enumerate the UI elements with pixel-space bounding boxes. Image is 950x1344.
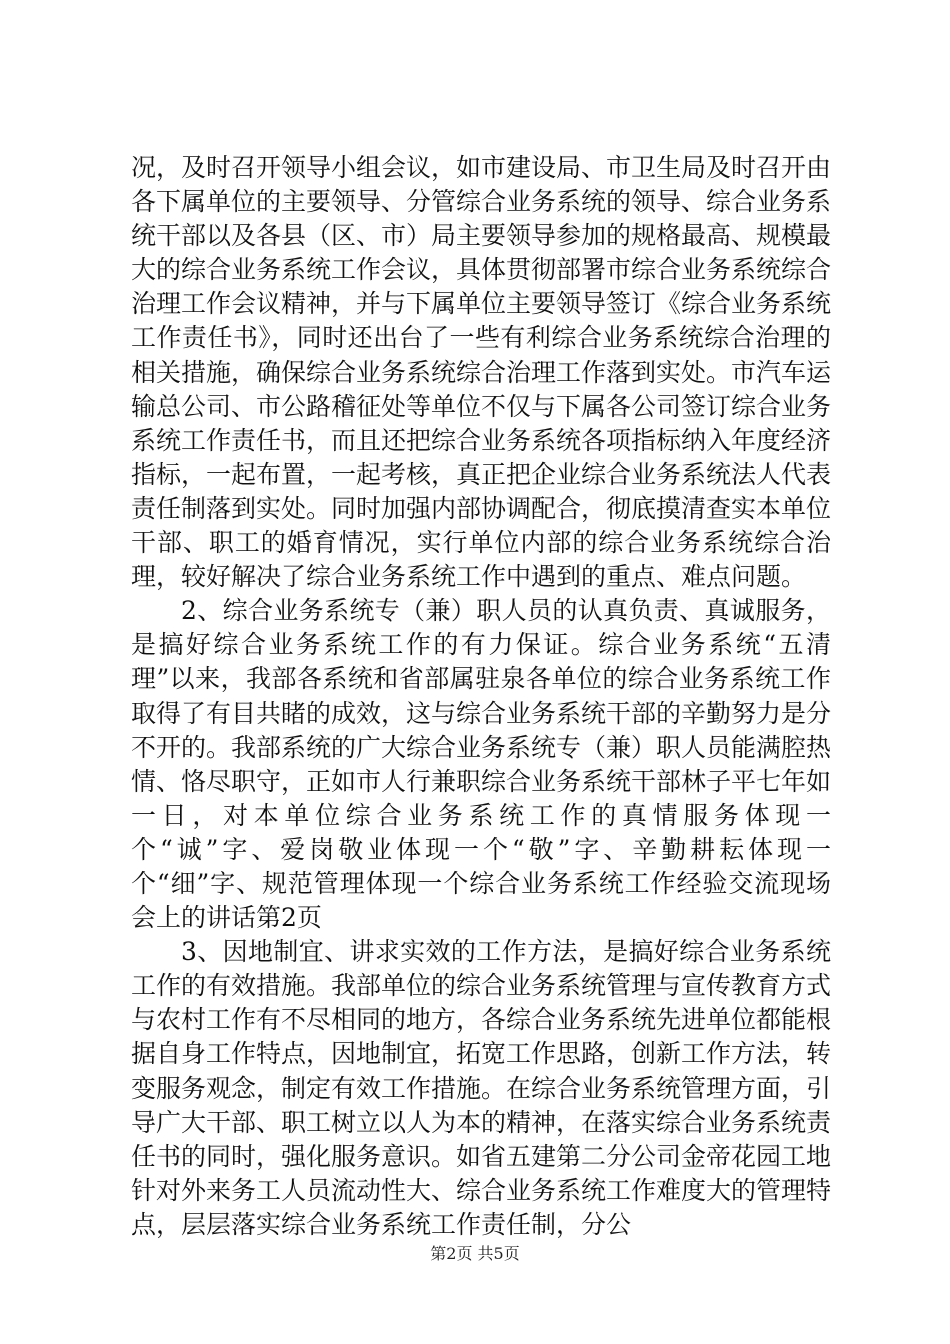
paragraph-continuation: 况，及时召开领导小组会议，如市建设局、市卫生局及时召开由各下属单位的主要领导、分管综合业务系统的领导、综合业务系统干部以及各县（区、市）局主要领导参加的规格最高、规模最大的综合业务系统工作会议，具体贯彻部署市综合业务系统综合治理工作会议精神，并与下属单位主要领导签订《综合业务系统工作责任书》，同时还出台了一些有利综合业务系统综合治理的相关措施，确保综合业务系统综合治理工作落到实处。市汽车运输总公司、市公路稽征处等单位不仅与下属各公司签订综合业务系统工作责任书，而且还把综合业务系统各项指标纳入年度经济指标，一起布置，一起考核，真正把企业综合业务系统法人代表责任制落到实处。同时加强内部协调配合，彻底摸清查实本单位干部、职工的婚育情况，实行单位内部的综合业务系统综合治理，较好解决了综合业务系统工作中遇到的重点、难点问题。 xyxy=(131,153,832,592)
paragraph-point-2: 2、综合业务系统专（兼）职人员的认真负责、真诚服务，是搞好综合业务系统工作的有力保证。综合业务系统“五清理”以来，我部各系统和省部属驻泉各单位的综合业务系统工作取得了有目共睹的成效，这与综合业务系统干部的辛勤努力是分不开的。我部系统的广大综合业务系统专（兼）职人员能满腔热情、恪尽职守，正如市人行兼职综合业务系统干部林子平七年如一日，对本单位综合业务系统工作的真情服务体现一个“诚”字、爱岗敬业体现一个“敬”字、辛勤耕耘体现一个“细”字、规范管理体现一个综合业务系统工作经验交流现场会上的讲话第2页 xyxy=(131,596,832,933)
body-text xyxy=(131,151,831,1242)
page-footer: 第2页 共5页 xyxy=(430,1244,520,1263)
paragraph-point-3: 3、因地制宜、讲求实效的工作方法，是搞好综合业务系统工作的有效措施。我部单位的综合业务系统管理与宣传教育方式与农村工作有不尽相同的地方，各综合业务系统先进单位都能根据自身工作特点，因地制宜，拓宽工作思路，创新工作方法，转变服务观念，制定有效工作措施。在综合业务系统管理方面，引导广大干部、职工树立以人为本的精神，在落实综合业务系统责任书的同时，强化服务意识。如省五建第二分公司金帝花园工地针对外来务工人员流动性大、综合业务系统工作难度大的管理特点，层层落实综合业务系统工作责任制，分公 xyxy=(131,937,832,1239)
